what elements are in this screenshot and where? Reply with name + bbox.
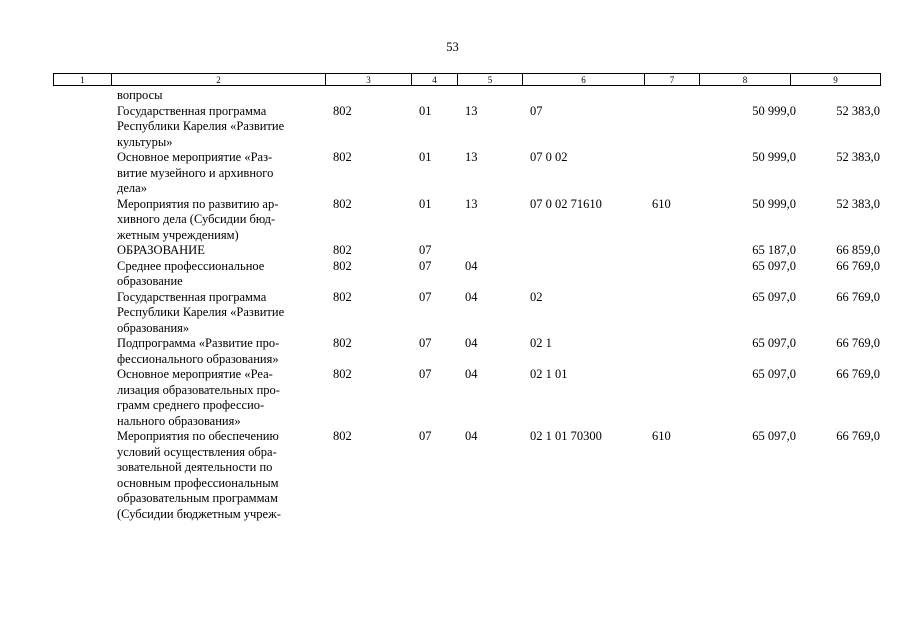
cell-c7: [650, 367, 705, 429]
cell-col1: [53, 259, 117, 290]
name-line: (Субсидии бюджетным учреж-: [117, 506, 281, 521]
cell-name: [117, 104, 331, 151]
cell-c5: 13: [465, 150, 478, 164]
cell-name: [117, 150, 331, 197]
cell-c4: 01: [419, 150, 432, 164]
name-line: дела»: [117, 181, 147, 195]
cell-c4: [417, 88, 463, 104]
cell-c3: 802: [333, 336, 352, 350]
cell-c8: 65 097,0: [752, 289, 796, 304]
cell-c3: 802: [333, 196, 352, 211]
header-cell-7: 7: [645, 74, 700, 86]
cell-c8: [705, 88, 796, 104]
cell-c3: 802: [333, 289, 352, 304]
name-line: грамм среднего профессио-: [117, 398, 265, 412]
cell-c7: 610: [652, 429, 671, 443]
cell-c9: 66 769,0: [836, 289, 880, 304]
cell-col1: [53, 88, 117, 104]
name-line: Подпрограмма «Развитие про-: [117, 336, 280, 350]
cell-c7: [650, 259, 705, 290]
cell-c8: 50 999,0: [752, 103, 796, 118]
cell-c4: 07: [419, 336, 432, 350]
cell-c6: 02 1: [530, 336, 552, 350]
cell-c4: 07: [419, 243, 432, 257]
cell-c4: 07: [419, 258, 432, 273]
name-line: жетным учреждениям): [117, 227, 239, 242]
cell-c6: 02: [530, 289, 543, 304]
cell-col1: [53, 243, 117, 259]
cell-c5: 04: [465, 367, 478, 381]
cell-c3: 802: [333, 367, 352, 381]
cell-name: [117, 336, 331, 367]
table-row: [53, 150, 880, 197]
table-row: [53, 290, 880, 337]
header-cell-5: 5: [458, 74, 523, 86]
cell-c5: 04: [465, 258, 478, 273]
name-line: основным профессиональным: [117, 475, 279, 490]
cell-c4: 07: [419, 429, 432, 443]
cell-c7: 610: [652, 196, 671, 211]
name-line: образовательным программам: [117, 491, 278, 505]
cell-c5: 04: [465, 429, 478, 443]
cell-c7: [650, 150, 705, 197]
cell-col1: [53, 150, 117, 197]
cell-c7: [650, 336, 705, 367]
cell-c3: 802: [333, 150, 352, 164]
table-row: [53, 197, 880, 244]
cell-c5: 04: [465, 336, 478, 350]
name-line: Основное мероприятие «Реа-: [117, 367, 273, 381]
cell-col1: [53, 336, 117, 367]
cell-c8: 50 999,0: [752, 196, 796, 211]
cell-c9: 66 769,0: [836, 429, 880, 443]
cell-c3: 802: [333, 243, 352, 257]
table-row: [53, 429, 880, 522]
name-line: условий осуществления обра-: [117, 444, 277, 459]
name-line: витие музейного и архивного: [117, 165, 274, 180]
cell-c4: 07: [419, 367, 432, 381]
cell-c8: 65 097,0: [752, 429, 796, 443]
name-line: Среднее профессиональное: [117, 258, 265, 273]
cell-name: [117, 88, 331, 104]
cell-name: [117, 243, 331, 259]
cell-c6: [528, 88, 650, 104]
name-line: Мероприятия по развитию ар-: [117, 196, 279, 211]
name-line: зовательной деятельности по: [117, 460, 273, 474]
cell-col1: [53, 367, 117, 429]
cell-c6: 07 0 02: [530, 150, 568, 164]
cell-c5: [463, 243, 528, 259]
name-line: хивного дела (Субсидии бюд-: [117, 212, 276, 226]
page-number: 53: [446, 40, 459, 54]
name-line: Республики Карелия «Развитие: [117, 119, 285, 133]
name-line: образования»: [117, 320, 190, 335]
cell-c8: 65 097,0: [752, 336, 796, 350]
cell-c6: 07 0 02 71610: [530, 196, 602, 211]
name-line: Республики Карелия «Развитие: [117, 305, 285, 319]
cell-c4: 01: [419, 196, 432, 211]
name-line: Государственная программа: [117, 103, 267, 118]
cell-c5: 04: [465, 289, 478, 304]
cell-col1: [53, 197, 117, 244]
cell-c9: 66 769,0: [836, 367, 880, 381]
table-row: [53, 259, 880, 290]
cell-name: [117, 367, 331, 429]
name-line: нального образования»: [117, 413, 241, 428]
cell-c7: [650, 290, 705, 337]
cell-c5: 13: [465, 196, 478, 211]
cell-col1: [53, 290, 117, 337]
table-row: [53, 243, 880, 259]
cell-c7: [650, 88, 705, 104]
header-cell-3: 3: [326, 74, 412, 86]
cell-c3: [331, 88, 417, 104]
name-line: ОБРАЗОВАНИЕ: [117, 243, 205, 257]
cell-c7: [650, 243, 705, 259]
name-line: образование: [117, 274, 183, 288]
header-cell-2: 2: [112, 74, 326, 86]
header-cell-6: 6: [523, 74, 645, 86]
cell-c3: 802: [333, 258, 352, 273]
cell-c9: 52 383,0: [836, 196, 880, 211]
budget-table-body: [53, 88, 880, 522]
cell-name: [117, 429, 331, 522]
header-cell-8: 8: [700, 74, 791, 86]
name-line: Государственная программа: [117, 289, 267, 304]
cell-col1: [53, 104, 117, 151]
name-line: Мероприятия по обеспечению: [117, 429, 279, 443]
cell-c8: 65 187,0: [752, 243, 796, 257]
name-line: лизация образовательных про-: [117, 382, 280, 397]
cell-c6: 02 1 01: [530, 367, 568, 381]
name-line: Основное мероприятие «Раз-: [117, 150, 273, 164]
header-cell-4: 4: [412, 74, 458, 86]
cell-c8: 50 999,0: [752, 150, 796, 164]
header-cell-9: 9: [791, 74, 881, 86]
table-row: [53, 367, 880, 429]
cell-c6: 07: [530, 103, 543, 118]
cell-c3: 802: [333, 103, 352, 118]
header-cell-1: 1: [54, 74, 112, 86]
table-row: [53, 88, 880, 104]
cell-c9: 66 769,0: [836, 258, 880, 273]
cell-c9: 66 859,0: [836, 243, 880, 257]
cell-c7: [650, 104, 705, 151]
cell-c9: 52 383,0: [836, 150, 880, 164]
cell-c3: 802: [333, 429, 352, 443]
cell-c8: 65 097,0: [752, 258, 796, 273]
cell-c8: 65 097,0: [752, 367, 796, 381]
cell-name: [117, 259, 331, 290]
cell-c4: 07: [419, 289, 432, 304]
name-line: вопросы: [117, 88, 163, 102]
cell-c6: [528, 259, 650, 290]
cell-c9: [796, 88, 880, 104]
table-row: [53, 336, 880, 367]
cell-col1: [53, 429, 117, 522]
name-line: фессионального образования»: [117, 351, 279, 366]
name-line: культуры»: [117, 134, 173, 149]
cell-name: [117, 197, 331, 244]
cell-c9: 66 769,0: [836, 336, 880, 350]
column-number-header: [53, 73, 881, 86]
table-row: [53, 104, 880, 151]
cell-name: [117, 290, 331, 337]
cell-c6: [528, 243, 650, 259]
cell-c9: 52 383,0: [836, 103, 880, 118]
cell-c6: 02 1 01 70300: [530, 429, 602, 443]
cell-c5: [463, 88, 528, 104]
cell-c4: 01: [419, 103, 432, 118]
cell-c5: 13: [465, 103, 478, 118]
